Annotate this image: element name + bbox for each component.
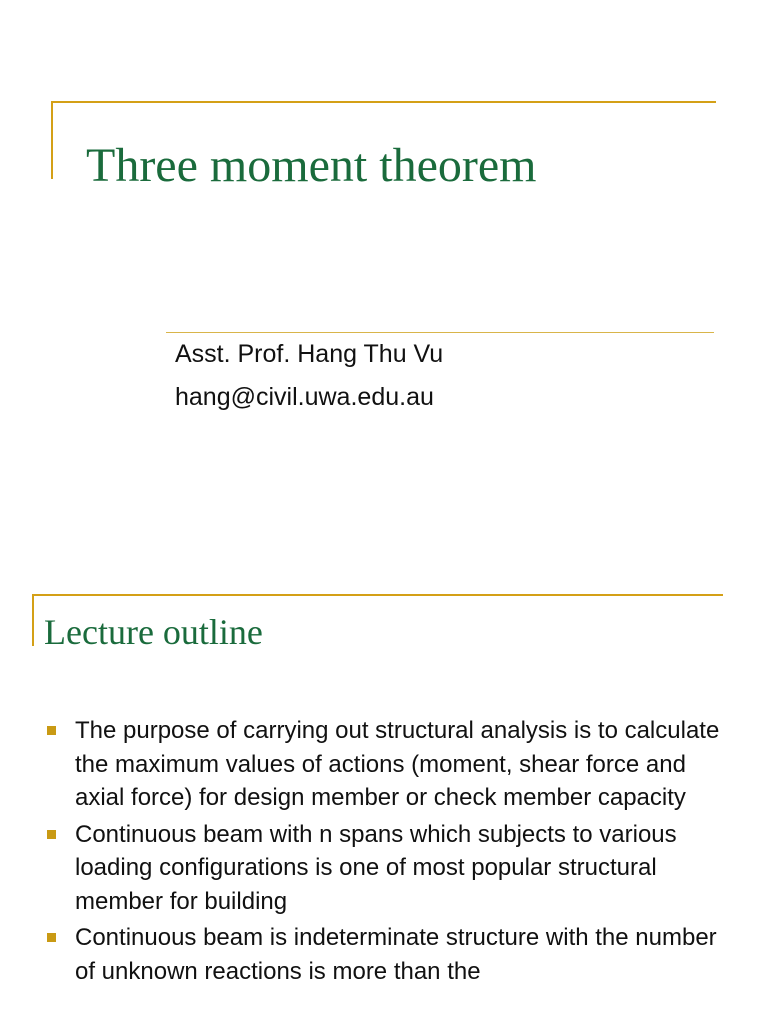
author-name: Asst. Prof. Hang Thu Vu [175,340,444,368]
author-email: hang@civil.uwa.edu.au [175,383,434,411]
square-bullet-icon [47,830,56,839]
outline-title: Lecture outline [44,612,263,652]
slide-title: Three moment theorem [86,139,537,192]
title-frame-left-line [51,101,53,179]
outline-frame-left-line [32,594,34,646]
outline-frame-top-line [32,594,723,596]
square-bullet-icon [47,726,56,735]
square-bullet-icon [47,933,56,942]
subtitle-divider-line [166,332,714,333]
bullet-item [44,714,734,815]
bullet-text: Continuous beam with n spans which subjects to various loading configurations is one of most popular structural member for building [75,820,677,915]
title-frame-top-line [51,101,716,103]
bullet-list [44,714,734,991]
outline-slide [0,560,768,1024]
bullet-text: The purpose of carrying out structural analysis is to calculate the maximum values of actions (moment, shear force and axial force) for design member or check member capacity [75,717,720,811]
bullet-text: Continuous beam is indeterminate structure with the number of unknown reactions is more than the [75,924,717,985]
bullet-item [44,818,734,919]
bullet-item [44,921,734,988]
